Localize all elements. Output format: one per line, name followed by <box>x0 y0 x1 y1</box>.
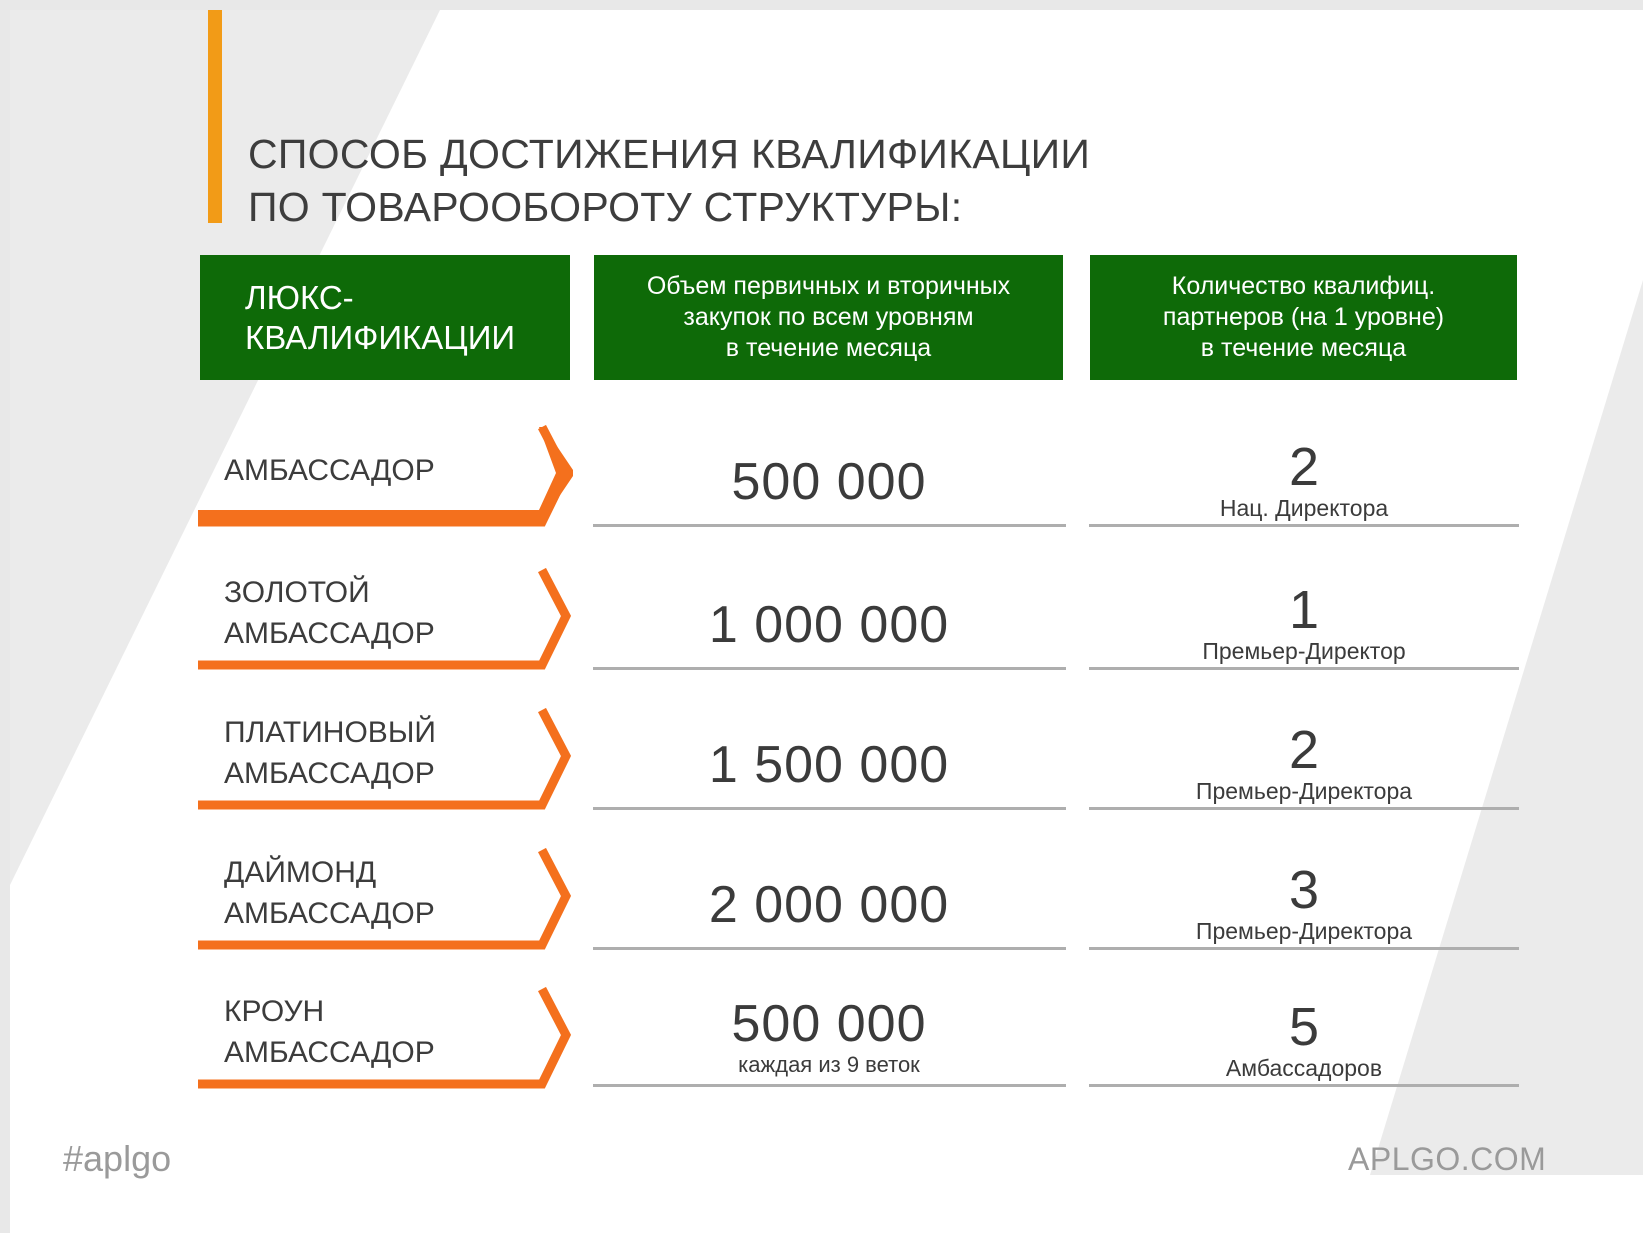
volume-value: 2 000 000 <box>708 876 950 934</box>
row-divider <box>593 524 1066 527</box>
qualification-name-line1: АМБАССАДОР <box>224 453 435 487</box>
purchase-volume <box>594 876 1064 934</box>
purchase-volume <box>594 453 1064 511</box>
qualification-name-line2: АМБАССАДОР <box>224 757 435 790</box>
partners-requirement <box>1090 582 1518 664</box>
partners-count: 2 <box>1288 720 1320 780</box>
volume-value: 500 000 <box>731 995 927 1053</box>
row-divider <box>1089 1084 1519 1087</box>
partners-label: Амбассадоров <box>1225 1055 1383 1081</box>
partners-label: Премьер-Директор <box>1202 638 1406 664</box>
row-divider <box>593 667 1066 670</box>
qualification-name-line1: ДАЙМОНД <box>224 856 377 889</box>
qualification-name <box>224 848 544 938</box>
table-row <box>0 425 1643 565</box>
qualification-name-line2: АМБАССАДОР <box>224 617 435 650</box>
partners-count: 2 <box>1288 437 1320 497</box>
purchase-volume <box>594 736 1064 794</box>
title-line-2: ПО ТОВАРООБОРОТУ СТРУКТУРЫ: <box>248 184 963 230</box>
qualification-name-line1: КРОУН <box>224 995 325 1028</box>
partners-label: Премьер-Директора <box>1195 778 1413 804</box>
volume-value: 1 500 000 <box>708 736 950 794</box>
header-col1-line2: КВАЛИФИКАЦИИ <box>245 318 516 356</box>
partners-requirement <box>1090 439 1518 521</box>
title-line-1: СПОСОБ ДОСТИЖЕНИЯ КВАЛИФИКАЦИИ <box>248 131 1091 177</box>
header-col3-line3: в течение месяца <box>1200 334 1407 362</box>
page-title <box>248 128 1248 234</box>
qualification-name <box>224 425 544 515</box>
partners-requirement <box>1090 862 1518 944</box>
row-divider <box>593 807 1066 810</box>
table-row <box>0 568 1643 708</box>
purchase-volume <box>594 995 1064 1077</box>
partners-label: Нац. Директора <box>1219 495 1389 521</box>
header-col2-line1: Объем первичных и вторичных <box>646 272 1011 300</box>
qualification-name-line2: АМБАССАДОР <box>224 1036 435 1069</box>
row-divider <box>1089 667 1519 670</box>
qualification-name-line1: ЗОЛОТОЙ <box>224 576 370 609</box>
footer-hashtag: #aplgo <box>63 1138 172 1179</box>
partners-requirement <box>1090 722 1518 804</box>
row-divider <box>1089 947 1519 950</box>
header-col2-line2: закупок по всем уровням <box>683 303 974 331</box>
partners-requirement <box>1090 999 1518 1081</box>
table-row <box>0 708 1643 848</box>
header-col1-line1: ЛЮКС- <box>245 278 354 316</box>
qualification-name-line1: ПЛАТИНОВЫЙ <box>224 716 436 749</box>
qualification-name <box>224 568 544 658</box>
row-divider <box>1089 524 1519 527</box>
purchase-volume <box>594 596 1064 654</box>
row-divider <box>593 947 1066 950</box>
volume-value: 1 000 000 <box>708 596 950 654</box>
header-lux-qualifications <box>200 255 570 380</box>
qualification-name-line2: АМБАССАДОР <box>224 897 435 930</box>
table-row <box>0 848 1643 988</box>
partners-count: 3 <box>1288 860 1320 920</box>
table-row <box>0 987 1643 1127</box>
header-col3-line2: партнеров (на 1 уровне) <box>1162 303 1445 331</box>
footer-website[interactable]: APLGO.COM <box>1348 1141 1547 1177</box>
volume-value: 500 000 <box>731 453 927 511</box>
qualification-name <box>224 708 544 798</box>
qualification-name <box>224 987 544 1077</box>
partners-count: 5 <box>1288 997 1320 1057</box>
partners-count: 1 <box>1288 580 1320 640</box>
header-qualified-partners <box>1090 255 1517 380</box>
title-accent-bar <box>208 10 222 223</box>
header-purchase-volume <box>594 255 1063 380</box>
row-divider <box>593 1084 1066 1087</box>
header-col3-line1: Количество квалифиц. <box>1171 272 1436 300</box>
header-col2-line3: в течение месяца <box>725 334 932 362</box>
partners-label: Премьер-Директора <box>1195 918 1413 944</box>
row-divider <box>1089 807 1519 810</box>
volume-note: каждая из 9 веток <box>738 1052 920 1077</box>
